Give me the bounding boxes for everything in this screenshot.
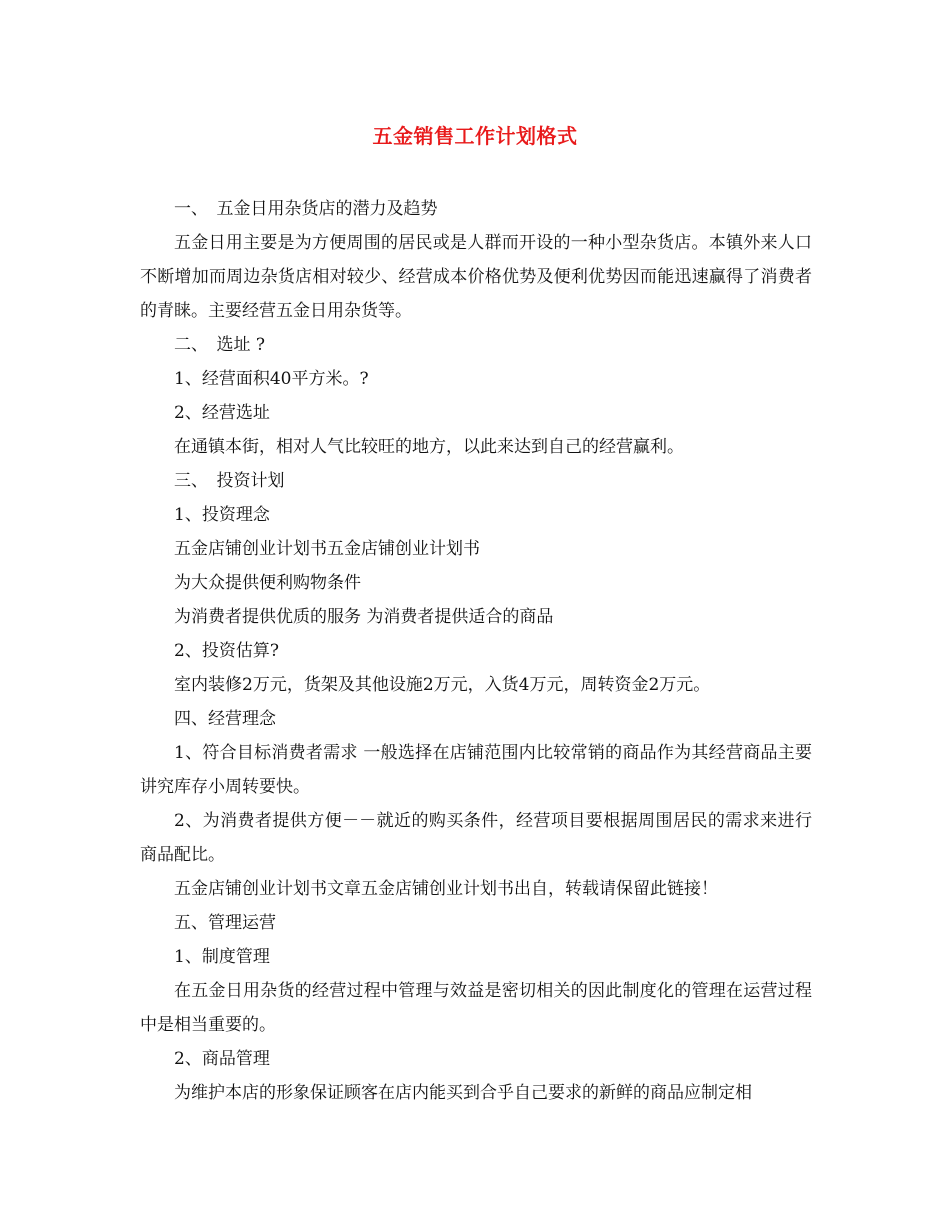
paragraph: 1、经营面积40平方米。?	[174, 369, 369, 389]
paragraph: 1、投资理念	[174, 505, 270, 525]
document-body	[140, 192, 812, 1110]
section-heading-1: 一、 五金日用杂货店的潜力及趋势	[174, 199, 438, 219]
paragraph: 2、商品管理	[174, 1049, 270, 1069]
paragraph: 在五金日用杂货的经营过程中管理与效益是密切相关的因此制度化的管理在运营过程中是相当重要的。	[140, 981, 812, 1035]
paragraph: 1、符合目标消费者需求 一般选择在店铺范围内比较常销的商品作为其经营商品主要讲究库存小周转要快。	[140, 743, 812, 797]
paragraph: 五金店铺创业计划书文章五金店铺创业计划书出自，转载请保留此链接！	[174, 879, 718, 899]
paragraph: 在通镇本街，相对人气比较旺的地方，以此来达到自己的经营赢利。	[174, 437, 684, 457]
paragraph: 五金日用主要是为方便周围的居民或是人群而开设的一种小型杂货店。本镇外来人口不断增加而周边杂货店相对较少、经营成本价格优势及便利优势因而能迅速赢得了消费者的青睐。主要经营五金日用杂货等。	[140, 233, 812, 321]
paragraph: 2、为消费者提供方便－－就近的购买条件，经营项目要根据周围居民的需求来进行商品配比。	[140, 811, 812, 865]
paragraph: 2、经营选址	[174, 403, 270, 423]
paragraph: 为消费者提供优质的服务 为消费者提供适合的商品	[174, 607, 554, 627]
paragraph: 2、投资估算?	[174, 641, 279, 661]
paragraph: 为大众提供便利购物条件	[174, 573, 361, 593]
paragraph: 室内装修2万元，货架及其他设施2万元，入货4万元，周转资金2万元。	[174, 675, 711, 695]
section-heading-5: 五、管理运营	[174, 913, 276, 933]
document-title: 五金销售工作计划格式	[372, 124, 578, 148]
section-heading-3: 三、 投资计划	[174, 471, 285, 491]
paragraph: 为维护本店的形象保证顾客在店内能买到合乎自己要求的新鲜的商品应制定相	[174, 1083, 752, 1103]
section-heading-4: 四、经营理念	[174, 709, 276, 729]
paragraph: 1、制度管理	[174, 947, 270, 967]
paragraph: 五金店铺创业计划书五金店铺创业计划书	[174, 539, 480, 559]
section-heading-2: 二、 选址 ?	[174, 335, 266, 355]
